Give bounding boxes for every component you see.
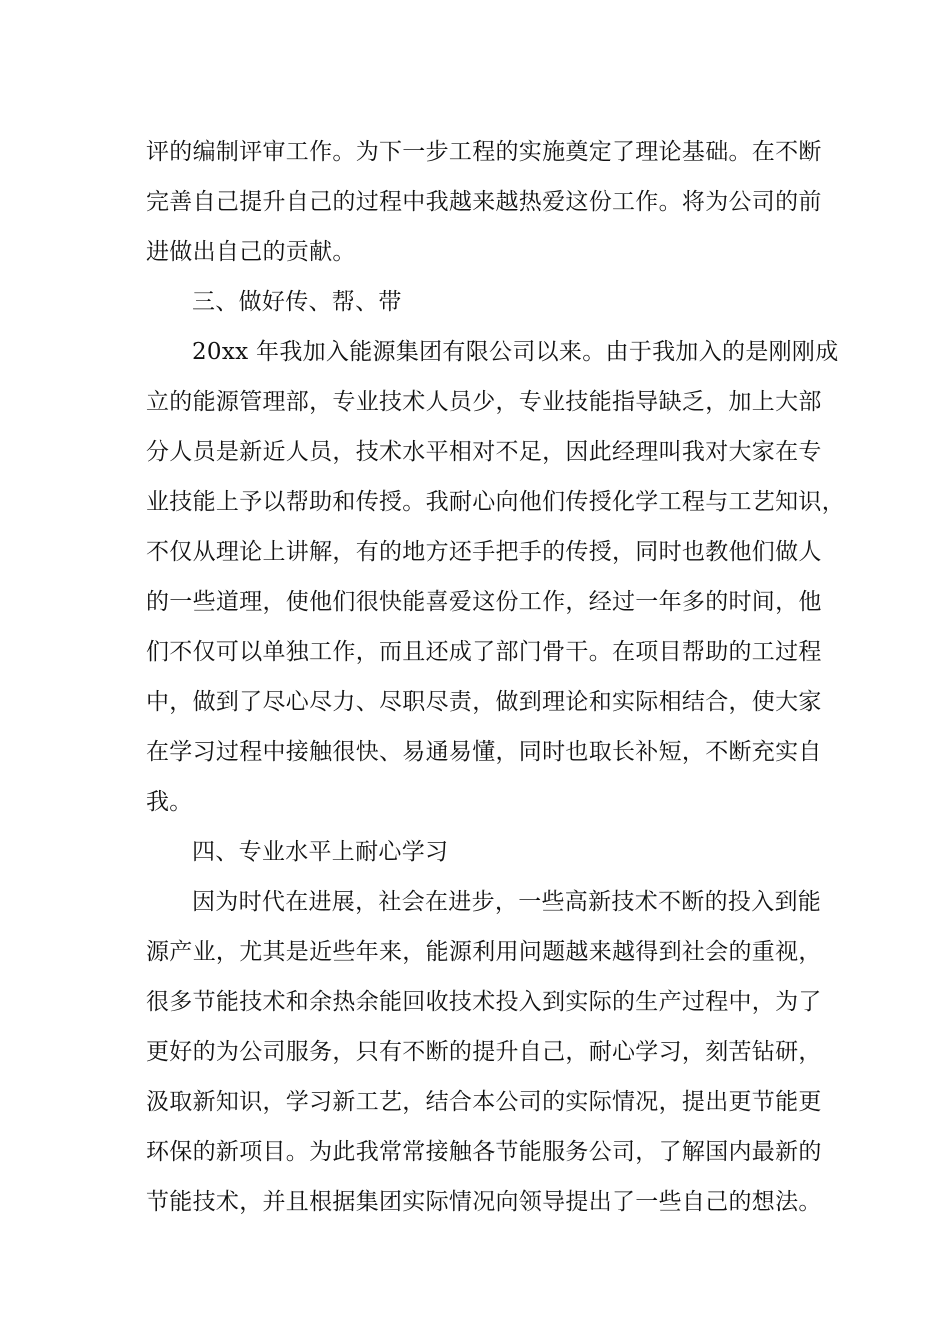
paragraph-line: 中，做到了尽心尽力、尽职尽责，做到理论和实际相结合，使大家 — [146, 689, 822, 715]
paragraph-line: 20xx 年我加入能源集团有限公司以来。由于我加入的是刚刚成 — [192, 339, 839, 365]
paragraph-line: 分人员是新近人员，技术水平相对不足，因此经理叫我对大家在专 — [146, 439, 822, 465]
paragraph-line: 汲取新知识，学习新工艺，结合本公司的实际情况，提出更节能更 — [146, 1089, 822, 1115]
section-heading: 三、做好传、帮、带 — [192, 289, 402, 315]
paragraph-line: 不仅从理论上讲解，有的地方还手把手的传授，同时也教他们做人 — [146, 539, 822, 565]
paragraph-line: 源产业，尤其是近些年来，能源利用问题越来越得到社会的重视， — [146, 939, 822, 965]
paragraph-line: 们不仅可以单独工作，而且还成了部门骨干。在项目帮助的工过程 — [146, 639, 822, 665]
section-heading: 四、专业水平上耐心学习 — [192, 839, 449, 865]
paragraph-line: 因为时代在进展，社会在进步，一些高新技术不断的投入到能 — [192, 889, 822, 915]
paragraph-line: 进做出自己的贡献。 — [146, 239, 356, 265]
paragraph-line: 很多节能技术和余热余能回收技术投入到实际的生产过程中，为了 — [146, 989, 822, 1015]
paragraph-line: 的一些道理，使他们很快能喜爱这份工作，经过一年多的时间，他 — [146, 589, 822, 615]
paragraph-line: 完善自己提升自己的过程中我越来越热爱这份工作。将为公司的前 — [146, 189, 822, 215]
paragraph-line: 环保的新项目。为此我常常接触各节能服务公司，了解国内最新的 — [146, 1139, 822, 1165]
paragraph-line: 评的编制评审工作。为下一步工程的实施奠定了理论基础。在不断 — [146, 139, 822, 165]
paragraph-line: 业技能上予以帮助和传授。我耐心向他们传授化学工程与工艺知识， — [146, 489, 845, 515]
paragraph-line: 我。 — [146, 789, 193, 815]
paragraph-line: 更好的为公司服务，只有不断的提升自己，耐心学习，刻苦钻研， — [146, 1039, 822, 1065]
paragraph-line: 在学习过程中接触很快、易通易懂，同时也取长补短，不断充实自 — [146, 739, 822, 765]
paragraph-line: 立的能源管理部，专业技术人员少，专业技能指导缺乏，加上大部 — [146, 389, 822, 415]
paragraph-line: 节能技术，并且根据集团实际情况向领导提出了一些自己的想法。 — [146, 1189, 822, 1215]
